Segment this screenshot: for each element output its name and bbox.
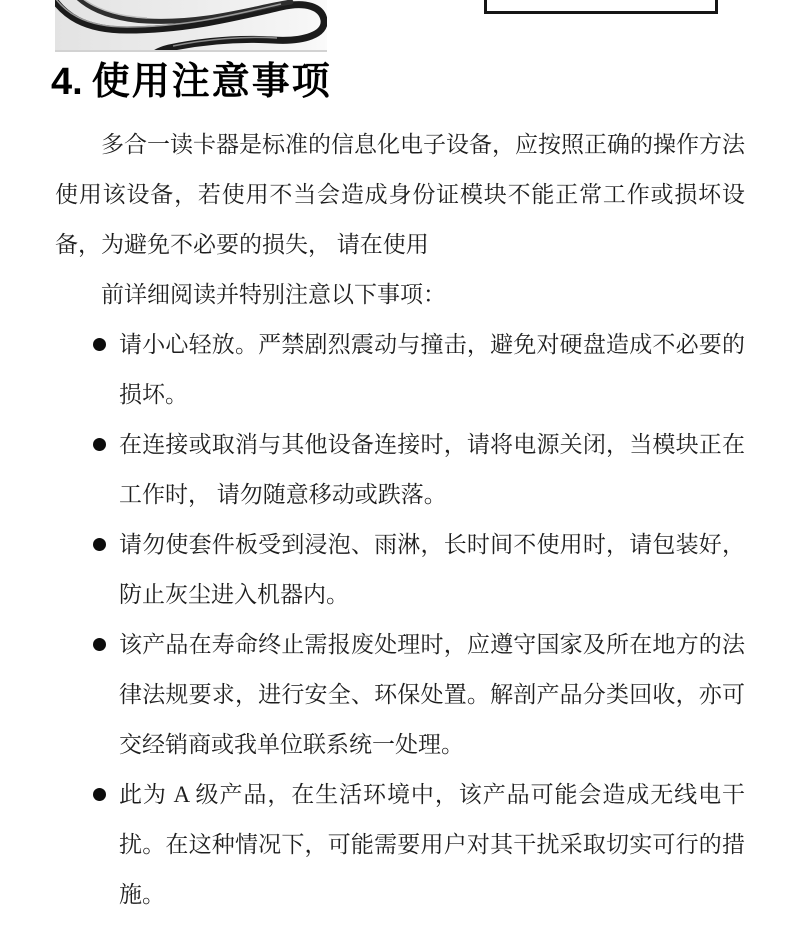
list-item-text: 请小心轻放。严禁剧烈震动与撞击，避免对硬盘造成不必要的损坏。 bbox=[119, 332, 745, 407]
list-item-text: 在连接或取消与其他设备连接时，请将电源关闭，当模块正在工作时， 请勿随意移动或跌落。 bbox=[119, 432, 745, 507]
list-item bbox=[55, 770, 745, 920]
list-item-text: 请勿使套件板受到浸泡、雨淋，长时间不使用时，请包装好，防止灰尘进入机器内。 bbox=[119, 532, 745, 607]
section-heading bbox=[51, 56, 332, 108]
bullet-icon bbox=[93, 788, 106, 801]
partial-frame-box bbox=[484, 0, 718, 14]
cable-photo bbox=[55, 0, 327, 52]
list-item-text: 此为 A 级产品，在生活环境中，该产品可能会造成无线电干扰。在这种情况下，可能需要用户对其干扰采取切实可行的措施。 bbox=[119, 782, 745, 907]
section-title: 使用注意事项 bbox=[91, 61, 332, 103]
section-body bbox=[55, 120, 745, 920]
coiled-cable-icon bbox=[55, 0, 327, 50]
intro-paragraph-1: 多合一读卡器是标准的信息化电子设备，应按照正确的操作方法使用该设备，若使用不当会造成身份证模块不能正常工作或损坏设备，为避免不必要的损失， 请在使用 bbox=[55, 132, 745, 257]
bullet-icon bbox=[93, 338, 106, 351]
bullet-icon bbox=[93, 438, 106, 451]
bullet-icon bbox=[93, 638, 106, 651]
list-item bbox=[55, 420, 745, 520]
list-item bbox=[55, 620, 745, 770]
list-item bbox=[55, 520, 745, 620]
intro-paragraph-2: 前详细阅读并特别注意以下事项： bbox=[101, 282, 446, 307]
list-item-text: 该产品在寿命终止需报废处理时，应遵守国家及所在地方的法律法规要求，进行安全、环保处置。解剖产品分类回收，亦可交经销商或我单位联系统一处理。 bbox=[119, 632, 745, 757]
bullet-icon bbox=[93, 538, 106, 551]
list-item bbox=[55, 320, 745, 420]
section-number: 4. bbox=[51, 61, 83, 103]
